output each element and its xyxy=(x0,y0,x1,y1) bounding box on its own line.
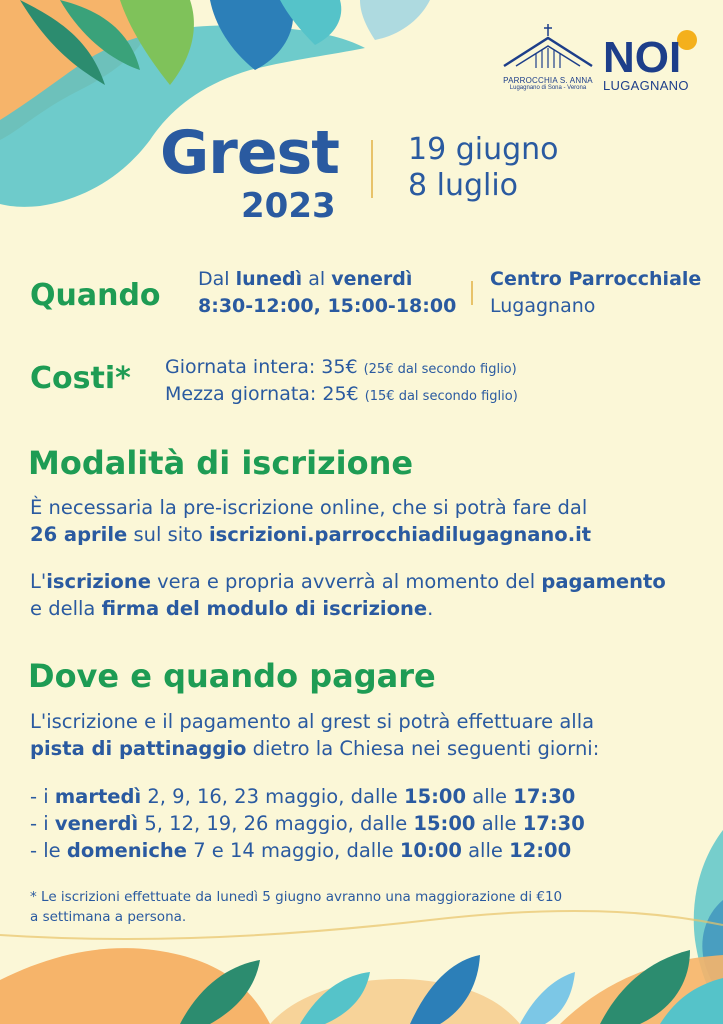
payment-days-list xyxy=(30,783,585,864)
payment-day-row: - i venerdì 5, 12, 19, 26 maggio, dalle 15:00 alle 17:30 xyxy=(30,812,585,835)
parish-name: PARROCCHIA S. ANNA xyxy=(503,76,593,85)
church-icon xyxy=(500,22,596,70)
noi-logo xyxy=(603,28,703,92)
grest-dates xyxy=(408,132,559,204)
quando-hours: 8:30-12:00, 15:00-18:00 xyxy=(198,295,457,317)
title-divider xyxy=(371,140,373,198)
parish-location: Lugagnano di Sona - Verona xyxy=(509,85,587,91)
page-title: Grest xyxy=(160,118,339,188)
quando-days: Dal lunedì al venerdì xyxy=(198,268,413,290)
quando-schedule xyxy=(198,266,456,320)
costi-list xyxy=(165,355,518,409)
noi-mark-text: NOI xyxy=(603,33,682,74)
cost-full-day: Giornata intera: 35€ (25€ dal secondo figlio) xyxy=(165,356,517,378)
payment-day-row: - le domeniche 7 e 14 maggio, dalle 10:00 alle 12:00 xyxy=(30,839,572,862)
date-end: 8 luglio xyxy=(408,168,519,203)
quando-place xyxy=(490,266,701,320)
noi-mark xyxy=(603,28,703,74)
pagare-paragraph: L'iscrizione e il pagamento al grest si potrà effettuare alla pista di pattinaggio dietro la Chiesa nei seguenti giorni: xyxy=(30,710,600,760)
iscrizione-paragraph-2: L'iscrizione vera e propria avverrà al momento del pagamento e della firma del modulo di iscrizione. xyxy=(30,570,666,620)
payment-day-row: - i martedì 2, 9, 16, 23 maggio, dalle 15:00 alle 17:30 xyxy=(30,785,576,808)
parish-logo xyxy=(500,22,596,98)
iscrizione-site-link[interactable]: iscrizioni.parrocchiadilugagnano.it xyxy=(208,523,592,546)
title-year: 2023 xyxy=(241,186,336,226)
place-name: Centro Parrocchiale xyxy=(490,268,702,290)
pagare-heading: Dove e quando pagare xyxy=(28,657,436,695)
footnote: * Le iscrizioni effettuate da lunedì 5 giugno avranno una maggiorazione di €10 a settimana a persona. xyxy=(30,889,563,925)
date-start: 19 giugno xyxy=(408,132,559,167)
place-town: Lugagnano xyxy=(490,295,596,317)
costi-heading: Costi* xyxy=(30,361,131,396)
cost-half-day: Mezza giornata: 25€ (15€ dal secondo figlio) xyxy=(165,383,518,405)
iscrizione-heading: Modalità di iscrizione xyxy=(28,444,414,482)
noi-subtitle: LUGAGNANO xyxy=(603,78,689,93)
iscrizione-paragraph-1: È necessaria la pre-iscrizione online, che si potrà fare dal 26 aprile sul sito iscrizioni.parrocchiadilugagnano.it xyxy=(30,496,592,546)
quando-divider xyxy=(471,281,473,305)
quando-heading: Quando xyxy=(30,278,161,313)
